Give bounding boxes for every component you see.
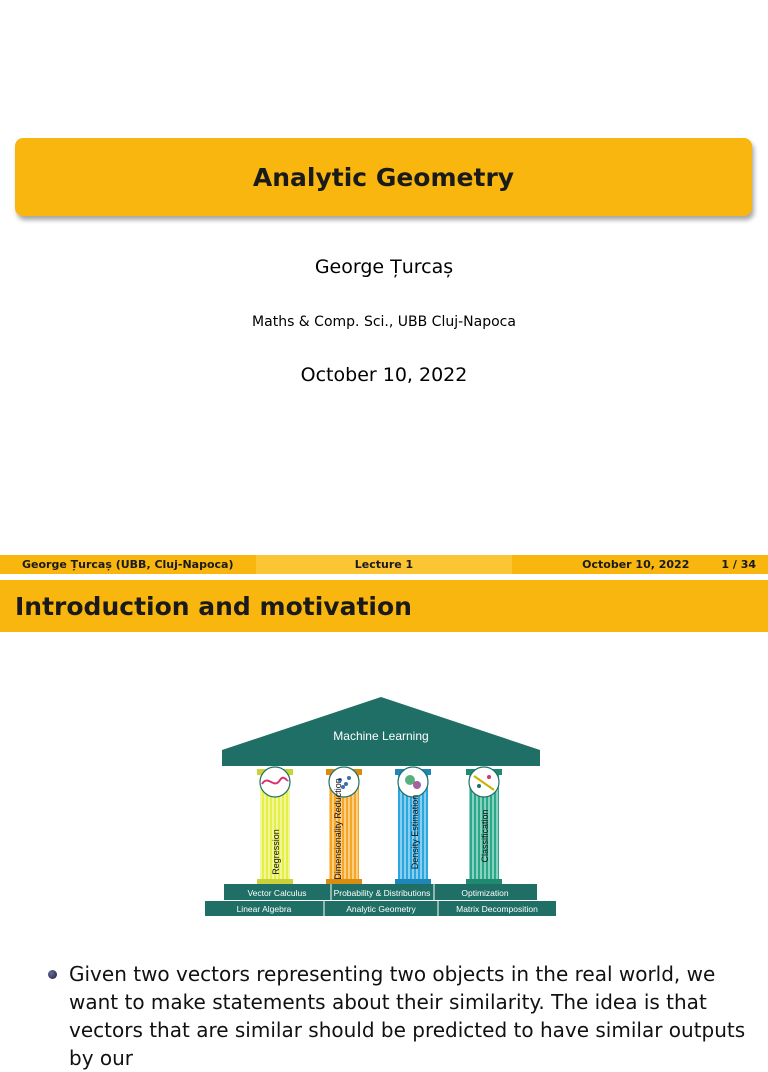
pillar-classification <box>466 767 502 885</box>
pillar-label-density: Density Estimation <box>410 794 420 870</box>
frame-title: Introduction and motivation <box>15 591 412 621</box>
institute-name: Maths & Comp. Sci., UBB Cluj-Napoca <box>252 314 516 330</box>
footer-lecture-text: Lecture 1 <box>354 558 414 571</box>
pillar-label-dimensionality <box>333 778 343 880</box>
bullet-list <box>48 960 748 1072</box>
presentation-date: October 10, 2022 <box>300 364 468 386</box>
bullet-text: Given two vectors representing two objects in the real world, we want to make statements about their similarity. The idea is that vectors that are similar should be predicted to have similar outputs by our <box>69 962 746 1070</box>
foundation-vector-calculus: Vector Calculus <box>247 888 307 898</box>
slide-footer <box>0 555 768 574</box>
pillar-label-regression: Regression <box>271 829 281 875</box>
foundation-probability: Probability & Distributions <box>333 888 431 898</box>
pillar-dimensionality-reduction <box>326 767 362 885</box>
title-block <box>15 138 752 216</box>
footer-page-number: 1 / 34 <box>721 558 756 571</box>
pillar-regression <box>257 767 293 885</box>
roof-beam <box>222 750 540 766</box>
bullet-dot-icon <box>48 970 57 979</box>
foundation-analytic-geometry: Analytic Geometry <box>346 904 416 914</box>
pillar-label-classification: Classification <box>480 809 490 863</box>
frame-title-bar <box>0 580 768 632</box>
footer-author <box>0 555 256 574</box>
footer-date: October 10, 2022 <box>582 558 690 571</box>
pillar-density-estimation <box>395 767 431 885</box>
footer-date-page <box>512 555 768 574</box>
roof-label: Machine Learning <box>333 729 429 743</box>
foundation-linear-algebra: Linear Algebra <box>236 904 292 914</box>
pillar-label-dimensionality-text: Dimensionality Reduction <box>333 778 343 880</box>
ml-pillars-figure <box>204 694 558 918</box>
bullet-item <box>48 960 748 1072</box>
foundation-matrix-decomposition: Matrix Decomposition <box>456 904 538 914</box>
footer-author-text: George Țurcaș (UBB, Cluj-Napoca) <box>22 558 234 571</box>
footer-lecture <box>256 555 512 574</box>
presentation-title: Analytic Geometry <box>252 162 515 192</box>
author-name: George Țurcaș <box>314 256 454 278</box>
foundation-optimization: Optimization <box>461 888 509 898</box>
